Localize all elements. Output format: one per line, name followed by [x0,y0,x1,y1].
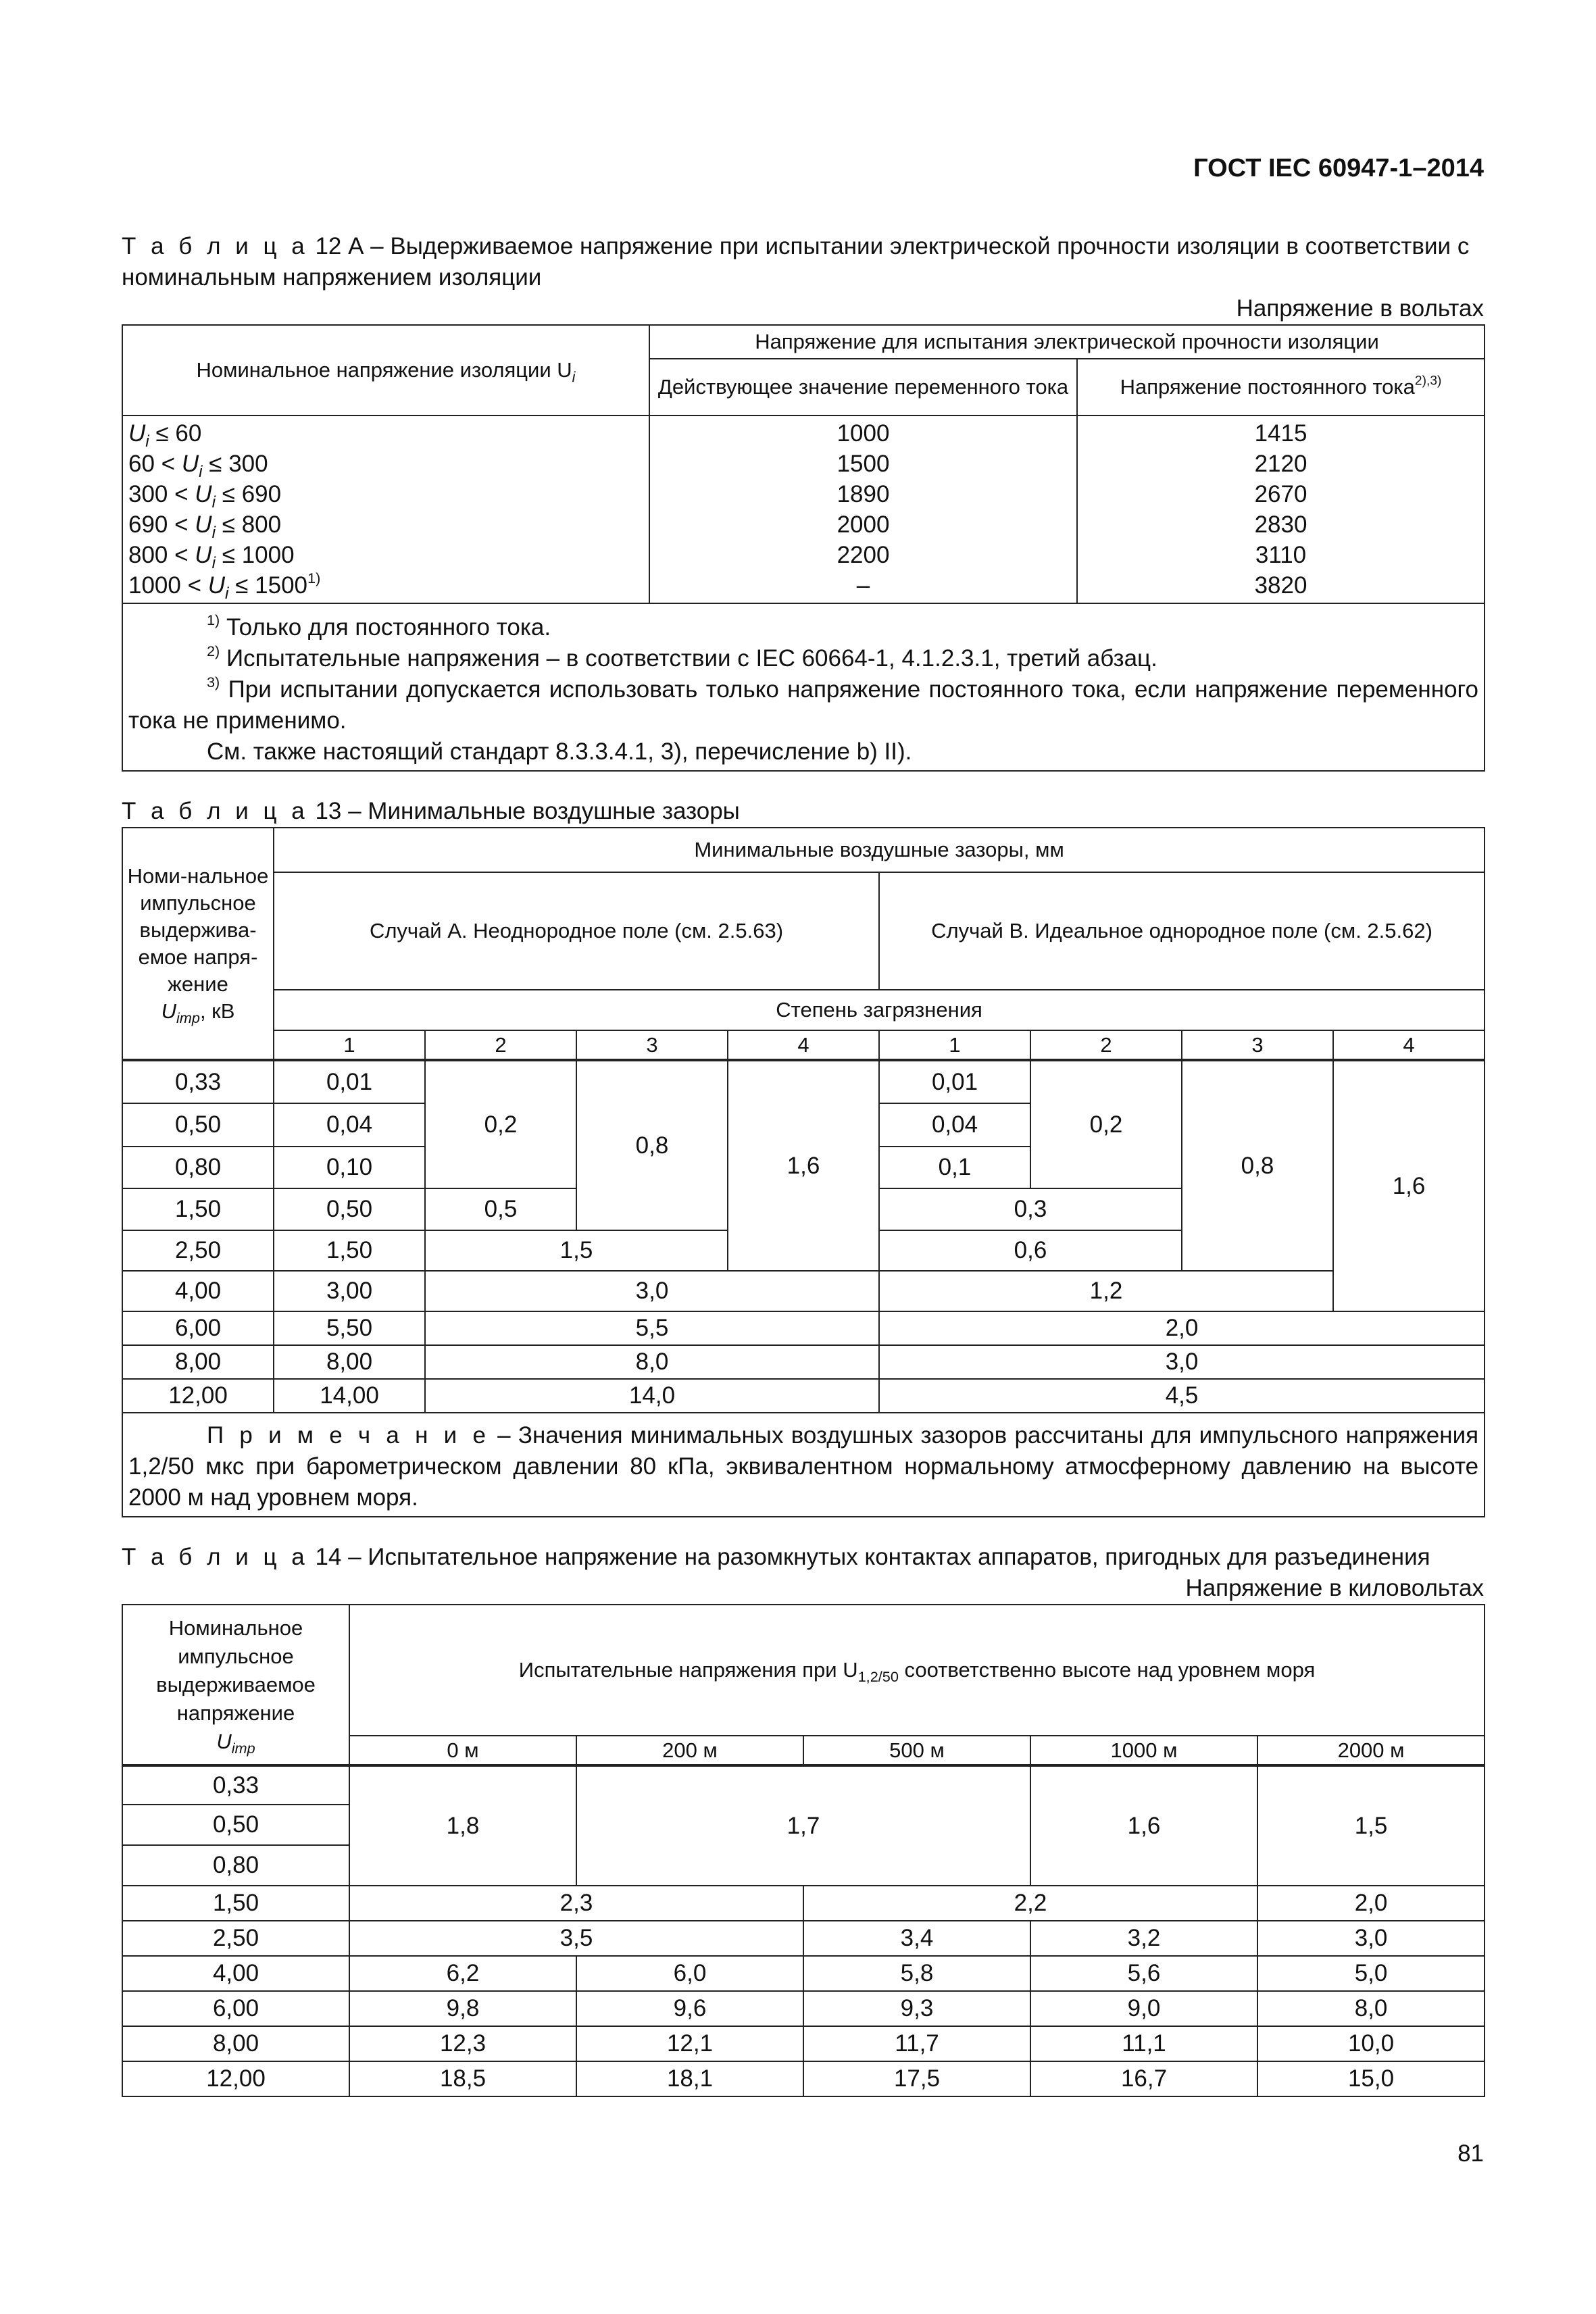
t12a-dc-value: 2670 [1254,481,1307,507]
t14-uimp: 0,50 [122,1805,349,1845]
t14-value: 8,0 [1257,1991,1485,2026]
t12a-range: $300 < U_i \le 690$ [128,481,282,511]
t12a-range-cell [122,416,649,603]
t14-row [122,2061,1485,2096]
t13-b12: 0,6 [879,1230,1182,1271]
t14-value: 16,7 [1030,2061,1257,2096]
t13-b12: 0,3 [879,1188,1182,1230]
t14-value: 9,6 [576,1991,803,2026]
t13-b1: 0,04 [879,1103,1030,1147]
t14-value: 17,5 [803,2061,1030,2096]
table-13-caption: Т а б л и ц а 13 – Минимальные воздушные зазоры [122,798,740,824]
t14-r250-a: 3,5 [349,1921,803,1956]
t14-row [122,1956,1485,1991]
t14-value: 10,0 [1257,2026,1485,2061]
t13-degree-header: 4 [728,1030,879,1060]
t12a-footnotes [122,603,1485,771]
t13-a-all: 5,5 [425,1311,879,1345]
t14-r150-b: 2,2 [803,1886,1257,1921]
table-12a-unit: Напряжение в вольтах [1236,295,1484,322]
table-13-section [122,796,1484,1517]
t14-h0-merged: 1,8 [349,1765,576,1886]
t13-a234: 3,0 [425,1271,879,1311]
t12a-group-header: Напряжение для испытания электрической прочности изоляции [649,325,1485,359]
t14-h2000-merged: 1,5 [1257,1765,1485,1886]
t14-value: 15,0 [1257,2061,1485,2096]
t13-uimp: 0,50 [122,1103,274,1147]
t13-pollution-header: Степень загрязнения [274,990,1485,1030]
t14-h200-500-merged: 1,7 [576,1765,1030,1886]
t14-uimp: 6,00 [122,1991,349,2026]
t13-degree-header: 2 [1030,1030,1182,1060]
t13-degree-header: 3 [1182,1030,1333,1060]
t14-value: 6,0 [576,1956,803,1991]
t13-a4-merged: 1,6 [728,1060,879,1271]
t13-b-all: 2,0 [879,1311,1485,1345]
t14-value: 5,8 [803,1956,1030,1991]
t13-degree-header: 3 [576,1030,728,1060]
t14-value: 18,5 [349,2061,576,2096]
t12a-footnote: $^{2)}$ Испытательные напряжения – в соответствии с IEC 60664-1, 4.1.2.3.1, третий абзац. [207,642,1157,672]
t12a-ac-value: 2000 [837,511,890,538]
t14-uimp: 4,00 [122,1956,349,1991]
t13-a1: 14,00 [274,1379,425,1413]
t12a-range: $690 < U_i \le 800$ [128,511,282,542]
t14-group-header: Испытательные напряжения при $U_{1,2/50}$ соответственно высоте над уровнем моря [349,1605,1485,1736]
t14-value: 12,3 [349,2026,576,2061]
t13-group-header: Минимальные воздушные зазоры, мм [274,828,1485,872]
t13-degree-header: 1 [879,1030,1030,1060]
table-12a-caption: Т а б л и ц а 12 А – Выдерживаемое напряжение при испытании электрической прочности изоляции в соответствии с номинальным напряжением изоляции [122,233,1470,291]
table-12a-section [122,231,1484,772]
t12a-dc-value: 2120 [1254,451,1307,477]
table-12a [122,324,1485,772]
t13-a1: 3,00 [274,1271,425,1311]
t13-uimp: 1,50 [122,1188,274,1230]
t13-degree-header: 1 [274,1030,425,1060]
t13-a3-merged: 0,8 [576,1060,728,1230]
t13-uimp: 4,00 [122,1271,274,1311]
t12a-footnote: $^{1)}$ Только для постоянного тока. [207,611,551,640]
t12a-footnote: $^{3)}$ При испытании допускается использовать только напряжение постоянного тока, если напряжение переменного тока не применимо. [128,673,1478,734]
table-14 [122,1604,1485,2097]
t13-b-all: 4,5 [879,1379,1485,1413]
t13-b2-merged: 0,2 [1030,1060,1182,1188]
t12a-dc-cell [1077,416,1485,603]
t12a-dc-value: 1415 [1254,420,1307,447]
t14-uimp: 0,80 [122,1845,349,1886]
t13-a1: 0,10 [274,1147,425,1188]
t14-col-uimp-header: Номинальное импульсное выдерживаемое напряжение $U_{imp}$ [122,1605,349,1765]
t14-r250-c: 3,2 [1030,1921,1257,1956]
document-id: ГОСТ IEC 60947-1–2014 [1193,154,1484,182]
t13-case-b-header: Случай В. Идеальное однородное поле (см. 2.5.62) [879,872,1485,990]
t14-altitude-header: 2000 м [1257,1736,1485,1765]
t13-a1: 8,00 [274,1345,425,1379]
t12a-col-ac-header: Действующее значение переменного тока [649,359,1077,416]
t13-b4-merged: 1,6 [1333,1060,1485,1311]
t13-a1: 1,50 [274,1230,425,1271]
t12a-col-nominal-header: Номинальное напряжение изоляции $U_i$ [122,325,649,416]
t13-a1: 5,50 [274,1311,425,1345]
t14-r250-d: 3,0 [1257,1921,1485,1956]
t14-h1000-merged: 1,6 [1030,1765,1257,1886]
t14-altitude-header: 0 м [349,1736,576,1765]
t14-uimp: 12,00 [122,2061,349,2096]
t12a-ac-value: 1500 [837,451,890,477]
t14-r150-c: 2,0 [1257,1886,1485,1921]
t13-a-all: 8,0 [425,1345,879,1379]
t13-b123: 1,2 [879,1271,1333,1311]
t12a-footnote: См. также настоящий стандарт 8.3.3.4.1, 3), перечисление b) II). [207,738,912,765]
t13-b3-merged: 0,8 [1182,1060,1333,1271]
t13-uimp: 2,50 [122,1230,274,1271]
t14-value: 6,2 [349,1956,576,1991]
table-14-section [122,1542,1484,2097]
table-13 [122,827,1485,1517]
t14-value: 11,7 [803,2026,1030,2061]
t12a-ac-value: – [856,572,870,599]
t13-uimp: 6,00 [122,1311,274,1345]
t14-value: 9,8 [349,1991,576,2026]
table-14-caption: Т а б л и ц а 14 – Испытательное напряжение на разомкнутых контактах аппаратов, пригодных для разъединения [122,1544,1430,1570]
t12a-dc-value: 2830 [1254,511,1307,538]
t13-uimp: 0,80 [122,1147,274,1188]
t14-row [122,1991,1485,2026]
t14-uimp: 1,50 [122,1886,349,1921]
t13-uimp: 0,33 [122,1060,274,1103]
page-number: 81 [1457,2140,1484,2167]
t14-row [122,2026,1485,2061]
t14-uimp: 2,50 [122,1921,349,1956]
t14-uimp: 8,00 [122,2026,349,2061]
t14-uimp: 0,33 [122,1765,349,1805]
t12a-ac-cell [649,416,1077,603]
t14-value: 12,1 [576,2026,803,2061]
t14-value: 9,3 [803,1991,1030,2026]
t13-a2-merged: 0,2 [425,1060,576,1188]
t13-uimp: 12,00 [122,1379,274,1413]
t13-degree-header: 2 [425,1030,576,1060]
t14-value: 5,6 [1030,1956,1257,1991]
t14-altitude-header: 500 м [803,1736,1030,1765]
t14-altitude-header: 200 м [576,1736,803,1765]
t12a-range: $800 < U_i \le 1000$ [128,542,295,572]
t12a-dc-value: 3820 [1254,572,1307,599]
t13-b-all: 3,0 [879,1345,1485,1379]
t13-a1: 0,04 [274,1103,425,1147]
t12a-col-dc-header: Напряжение постоянного тока$^{2),3)}$ [1077,359,1485,416]
t14-value: 11,1 [1030,2026,1257,2061]
t12a-ac-value: 1000 [837,420,890,447]
t13-b1: 0,1 [879,1147,1030,1188]
t12a-range: $60 < U_i \le 300$ [128,451,268,481]
t14-r150-a: 2,3 [349,1886,803,1921]
t14-r250-b: 3,4 [803,1921,1030,1956]
t13-case-a-header: Случай А. Неоднородное поле (см. 2.5.63) [274,872,879,990]
t12a-range: $U_i \le 60$ [128,420,202,451]
t13-col-uimp-header: Номи-нальное импульсное выдержива-емое напря-жение $U_{imp}$, кВ [122,828,274,1060]
t13-note: П р и м е ч а н и е – Значения минимальных воздушных зазоров рассчитаны для импульсного напряжения 1,2/50 мкс при барометрическом давлении 80 кПа, эквивалентном нормальному атмосферному давлению на высоте 2000 м над уровнем моря. [122,1413,1485,1517]
t14-altitude-header: 1000 м [1030,1736,1257,1765]
t13-a2: 0,5 [425,1188,576,1230]
t13-b1: 0,01 [879,1060,1030,1103]
t13-degree-header: 4 [1333,1030,1485,1060]
table-14-unit: Напряжение в киловольтах [1185,1575,1484,1601]
t14-value: 5,0 [1257,1956,1485,1991]
t12a-range: $1000 < U_i \le 1500^{1)}$ [128,569,321,603]
t14-value: 18,1 [576,2061,803,2096]
t12a-dc-value: 3110 [1255,542,1307,568]
t13-uimp: 8,00 [122,1345,274,1379]
t12a-ac-value: 2200 [837,542,890,568]
t13-a23: 1,5 [425,1230,728,1271]
t14-value: 9,0 [1030,1991,1257,2026]
t13-a-all: 14,0 [425,1379,879,1413]
t13-a1: 0,01 [274,1060,425,1103]
t13-a1: 0,50 [274,1188,425,1230]
t12a-ac-value: 1890 [837,481,890,507]
